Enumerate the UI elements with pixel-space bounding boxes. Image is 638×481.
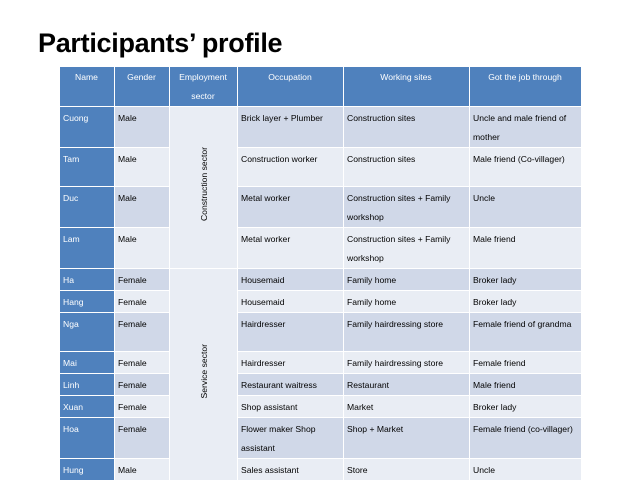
cell-name: Mai xyxy=(60,352,115,374)
cell-gender: Female xyxy=(115,352,170,374)
table-row xyxy=(60,107,582,148)
table-row xyxy=(60,374,582,396)
cell-gender: Male xyxy=(115,228,170,269)
cell-occupation: Housemaid xyxy=(238,269,344,291)
cell-got-job-through: Male friend xyxy=(470,374,582,396)
cell-gender: Male xyxy=(115,187,170,228)
cell-gender: Male xyxy=(115,107,170,148)
cell-working-sites: Construction sites xyxy=(344,107,470,148)
participants-table xyxy=(59,66,582,481)
cell-occupation: Metal worker xyxy=(238,228,344,269)
cell-got-job-through: Male friend xyxy=(470,228,582,269)
cell-occupation: Sales assistant xyxy=(238,459,344,481)
cell-got-job-through: Male friend (Co-villager) xyxy=(470,148,582,187)
table-row xyxy=(60,459,582,481)
header-gender: Gender xyxy=(115,67,170,107)
cell-working-sites: Market xyxy=(344,396,470,418)
header-occupation: Occupation xyxy=(238,67,344,107)
cell-working-sites: Construction sites + Family workshop xyxy=(344,228,470,269)
cell-service-sector xyxy=(170,269,238,481)
table-row xyxy=(60,418,582,459)
cell-got-job-through: Broker lady xyxy=(470,269,582,291)
table-row xyxy=(60,228,582,269)
cell-name: Lam xyxy=(60,228,115,269)
cell-got-job-through: Broker lady xyxy=(470,291,582,313)
cell-got-job-through: Uncle xyxy=(470,459,582,481)
cell-got-job-through: Female friend of grandma xyxy=(470,313,582,352)
table-row xyxy=(60,187,582,228)
cell-name: Hung xyxy=(60,459,115,481)
header-got-job-through: Got the job through xyxy=(470,67,582,107)
cell-got-job-through: Uncle xyxy=(470,187,582,228)
cell-working-sites: Shop + Market xyxy=(344,418,470,459)
cell-name: Cuong xyxy=(60,107,115,148)
table-row xyxy=(60,396,582,418)
header-working-sites: Working sites xyxy=(344,67,470,107)
service-sector-label: Service sector xyxy=(198,343,209,399)
cell-occupation: Metal worker xyxy=(238,187,344,228)
cell-name: Linh xyxy=(60,374,115,396)
cell-name: Ha xyxy=(60,269,115,291)
cell-working-sites: Construction sites + Family workshop xyxy=(344,187,470,228)
cell-got-job-through: Female friend xyxy=(470,352,582,374)
cell-got-job-through: Female friend (co-villager) xyxy=(470,418,582,459)
table-row xyxy=(60,352,582,374)
cell-gender: Female xyxy=(115,418,170,459)
cell-occupation: Flower maker Shop assistant xyxy=(238,418,344,459)
cell-working-sites: Family home xyxy=(344,291,470,313)
cell-working-sites: Construction sites xyxy=(344,148,470,187)
cell-occupation: Shop assistant xyxy=(238,396,344,418)
table-row xyxy=(60,291,582,313)
cell-name: Hoa xyxy=(60,418,115,459)
cell-name: Hang xyxy=(60,291,115,313)
cell-gender: Female xyxy=(115,313,170,352)
cell-working-sites: Family hairdressing store xyxy=(344,352,470,374)
cell-gender: Female xyxy=(115,269,170,291)
cell-occupation: Brick layer + Plumber xyxy=(238,107,344,148)
cell-gender: Male xyxy=(115,148,170,187)
cell-gender: Female xyxy=(115,396,170,418)
cell-occupation: Restaurant waitress xyxy=(238,374,344,396)
cell-name: Tam xyxy=(60,148,115,187)
cell-name: Nga xyxy=(60,313,115,352)
cell-working-sites: Family home xyxy=(344,269,470,291)
cell-gender: Male xyxy=(115,459,170,481)
header-employment-sector: Employment sector xyxy=(170,67,238,107)
cell-construction-sector xyxy=(170,107,238,269)
cell-occupation: Hairdresser xyxy=(238,313,344,352)
header-name: Name xyxy=(60,67,115,107)
construction-sector-label: Construction sector xyxy=(198,146,209,222)
cell-working-sites: Family hairdressing store xyxy=(344,313,470,352)
table-row xyxy=(60,148,582,187)
cell-occupation: Construction worker xyxy=(238,148,344,187)
cell-working-sites: Restaurant xyxy=(344,374,470,396)
cell-occupation: Hairdresser xyxy=(238,352,344,374)
slide-title: Participants’ profile xyxy=(38,28,283,58)
cell-name: Xuan xyxy=(60,396,115,418)
table-header-row xyxy=(60,67,582,107)
cell-got-job-through: Broker lady xyxy=(470,396,582,418)
cell-gender: Female xyxy=(115,374,170,396)
cell-working-sites: Store xyxy=(344,459,470,481)
table-row xyxy=(60,313,582,352)
cell-gender: Female xyxy=(115,291,170,313)
table-row xyxy=(60,269,582,291)
cell-got-job-through: Uncle and male friend of mother xyxy=(470,107,582,148)
cell-name: Duc xyxy=(60,187,115,228)
cell-occupation: Housemaid xyxy=(238,291,344,313)
